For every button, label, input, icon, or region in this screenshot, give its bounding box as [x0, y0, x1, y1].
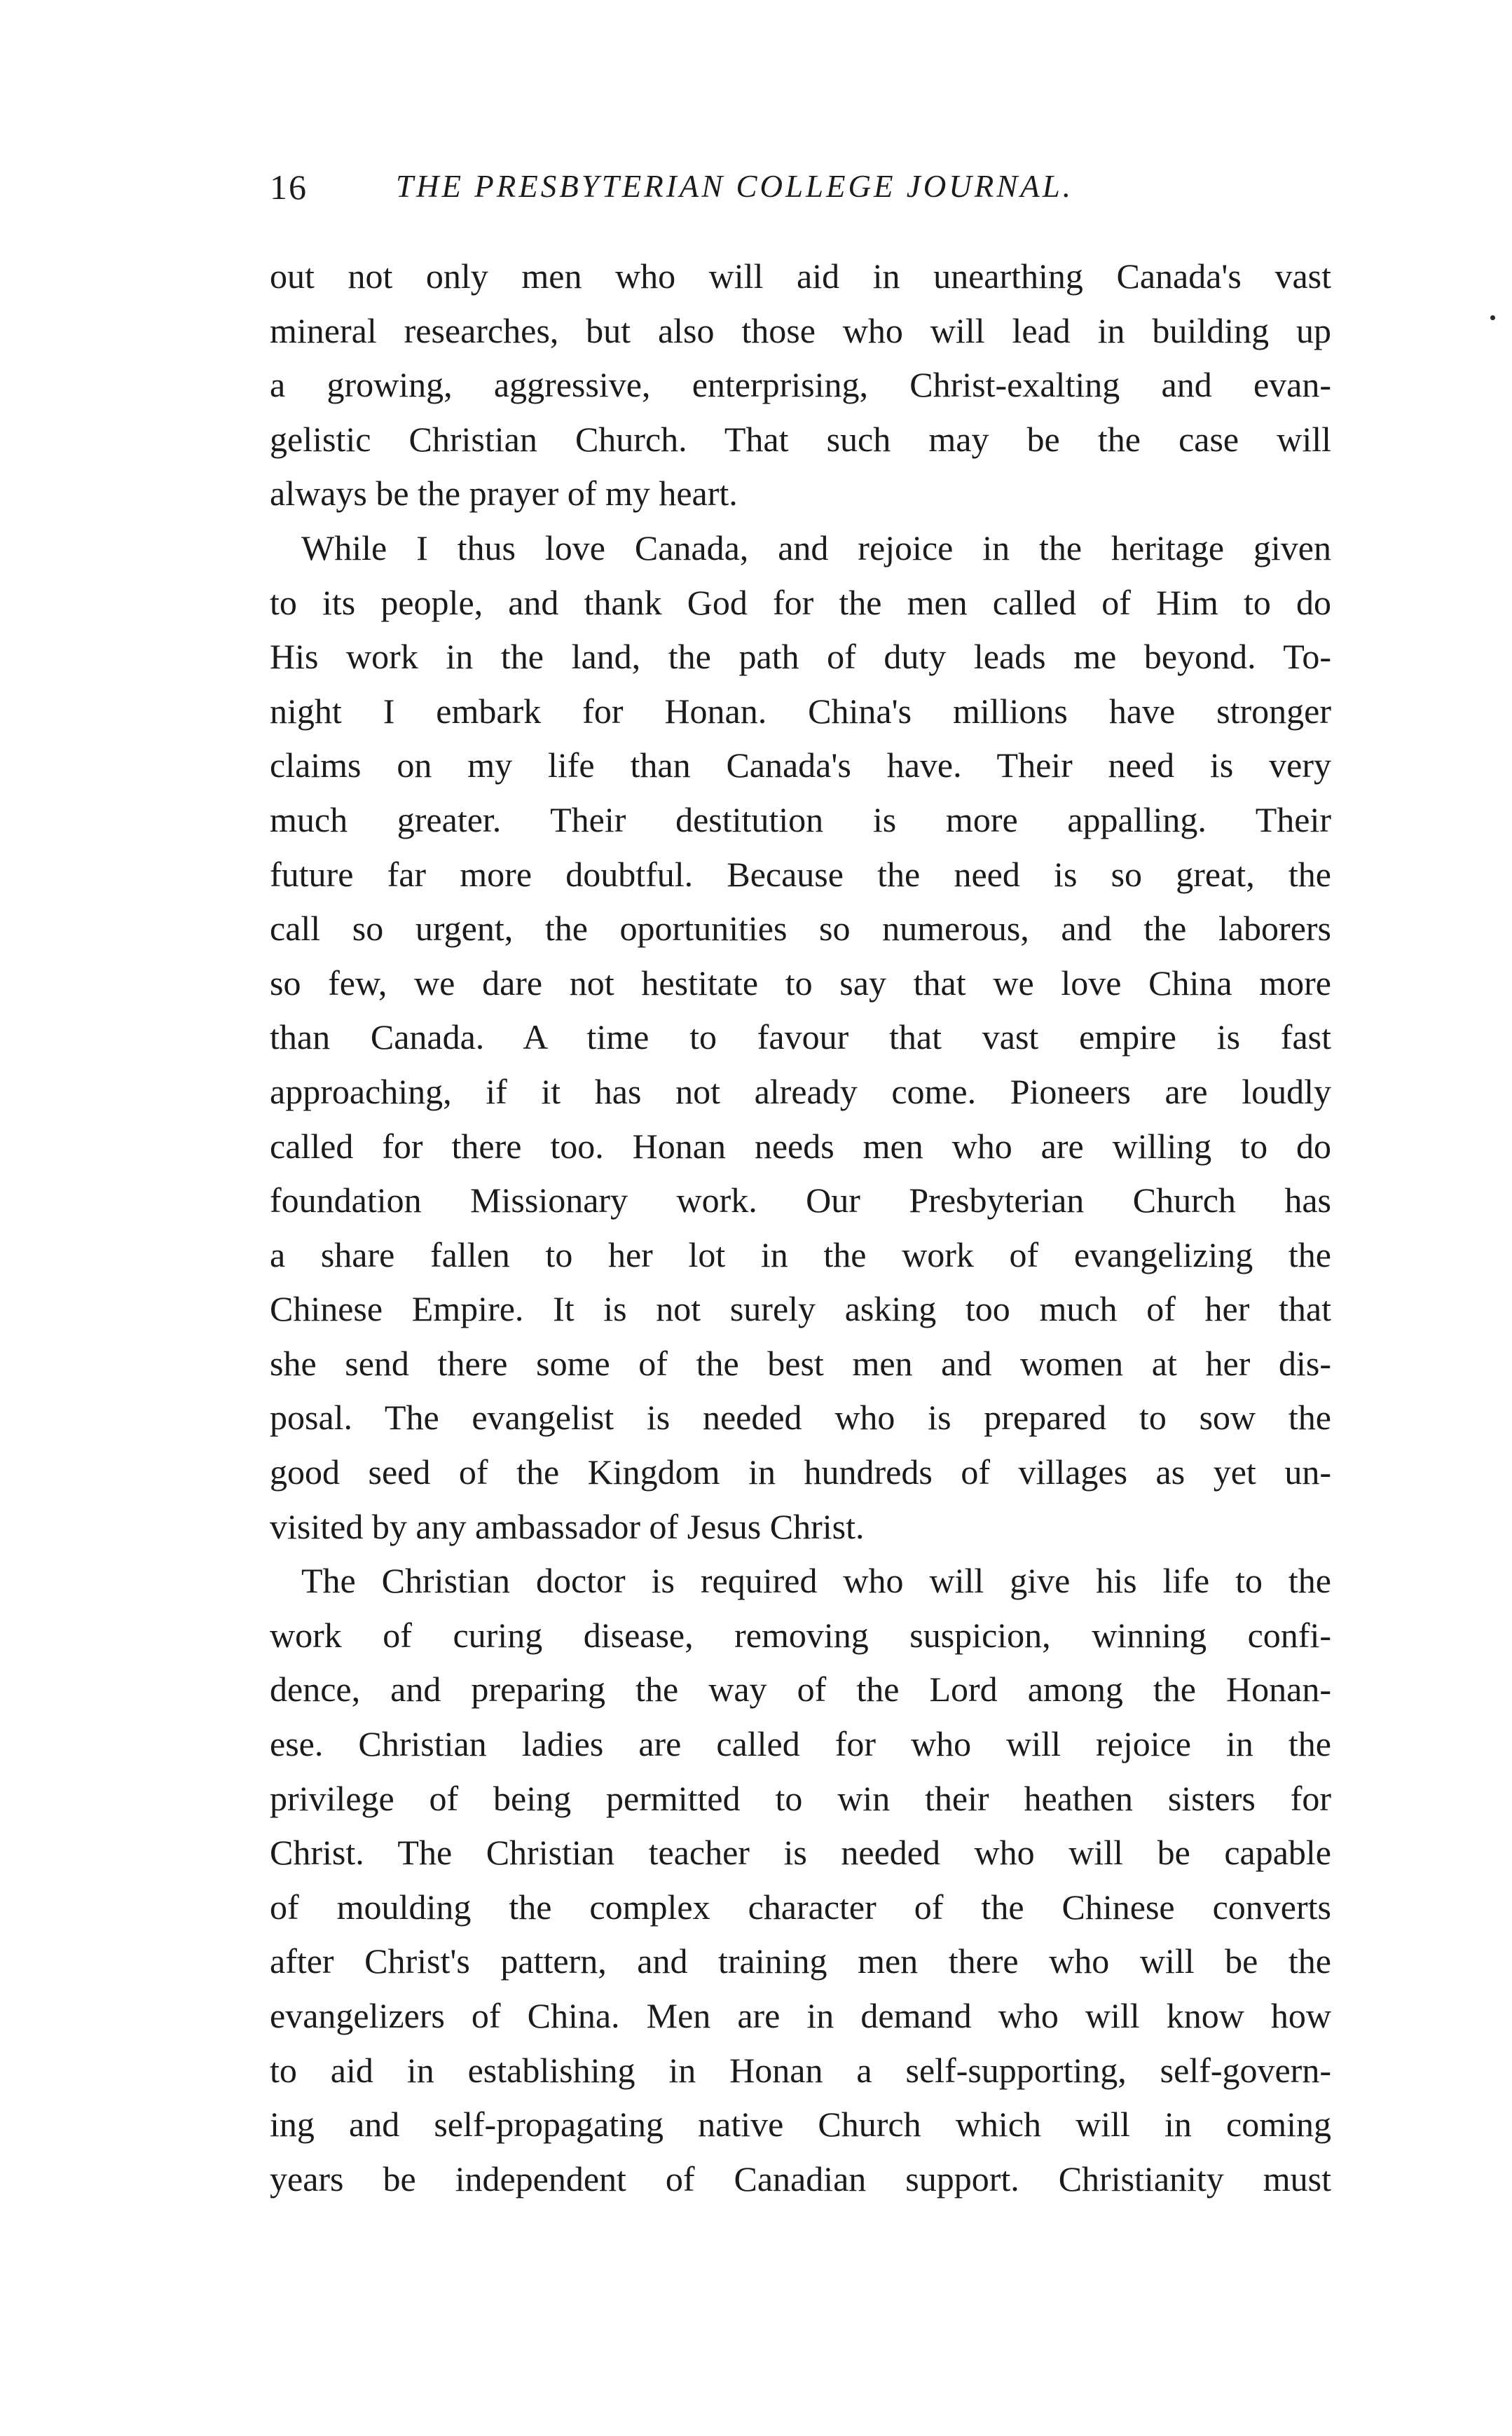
text-line: future far more doubtful. Because the need is so great, the [270, 854, 1331, 894]
text-line: claims on my life than Canada's have. Their need is very [270, 745, 1331, 785]
text-line: called for there too. Honan needs men who are willing to do [270, 1126, 1331, 1166]
text-line: a growing, aggressive, enterprising, Christ-exalting and evan- [270, 365, 1331, 405]
text-line: out not only men who will aid in unearthing Canada's vast [270, 256, 1331, 296]
print-speck [1490, 315, 1495, 320]
text-line: of moulding the complex character of the Chinese converts [270, 1887, 1331, 1927]
text-line: privilege of being permitted to win their heathen sisters for [270, 1778, 1331, 1818]
text-line: posal. The evangelist is needed who is prepared to sow the [270, 1398, 1331, 1438]
text-line: much greater. Their destitution is more appalling. Their [270, 799, 1331, 839]
text-line: gelistic Christian Church. That such may be the case will [270, 419, 1331, 459]
text-line: ese. Christian ladies are called for who will rejoice in the [270, 1724, 1331, 1764]
text-line: after Christ's pattern, and training men there who will be the [270, 1941, 1331, 1981]
text-line: foundation Missionary work. Our Presbyterian Church has [270, 1181, 1331, 1220]
text-line: mineral researches, but also those who will lead in building up [270, 310, 1331, 350]
text-line: call so urgent, the oportunities so numerous, and the laborers [270, 909, 1331, 949]
text-line: good seed of the Kingdom in hundreds of villages as yet un- [270, 1452, 1331, 1492]
text-line: so few, we dare not hestitate to say that we love China more [270, 963, 1331, 1003]
text-line: ing and self-propagating native Church which will in coming [270, 2105, 1331, 2145]
paragraph-start-line: The Christian doctor is required who will give his life to the [301, 1561, 1331, 1601]
text-line: evangelizers of China. Men are in demand who will know how [270, 1996, 1331, 2035]
page-number: 16 [270, 167, 308, 207]
text-line: visited by any ambassador of Jesus Christ. [270, 1506, 865, 1546]
text-line: night I embark for Honan. China's millions have stronger [270, 691, 1331, 731]
text-line: His work in the land, the path of duty leads me beyond. To- [270, 637, 1331, 677]
text-line: approaching, if it has not already come. Pioneers are loudly [270, 1071, 1331, 1111]
journal-title: THE PRESBYTERIAN COLLEGE JOURNAL. [396, 169, 1074, 204]
text-line: than Canada. A time to favour that vast empire is fast [270, 1017, 1331, 1057]
text-line: Chinese Empire. It is not surely asking too much of her that [270, 1289, 1331, 1329]
text-line: a share fallen to her lot in the work of evangelizing the [270, 1234, 1331, 1274]
text-line: years be independent of Canadian support. Christianity must [270, 2159, 1331, 2198]
text-line: to aid in establishing in Honan a self-supporting, self-govern- [270, 2050, 1331, 2090]
text-line: to its people, and thank God for the men called of Him to do [270, 582, 1331, 622]
text-line: Christ. The Christian teacher is needed who will be capable [270, 1833, 1331, 1873]
text-line: dence, and preparing the way of the Lord among the Honan- [270, 1670, 1331, 1709]
text-line: work of curing disease, removing suspicion, winning confi- [270, 1615, 1331, 1655]
running-head [270, 167, 1331, 223]
paragraph-start-line: While I thus love Canada, and rejoice in the heritage given [301, 528, 1331, 567]
text-line: she send there some of the best men and women at her dis- [270, 1343, 1331, 1383]
text-line: always be the prayer of my heart. [270, 474, 738, 514]
body-text [270, 249, 1331, 2206]
